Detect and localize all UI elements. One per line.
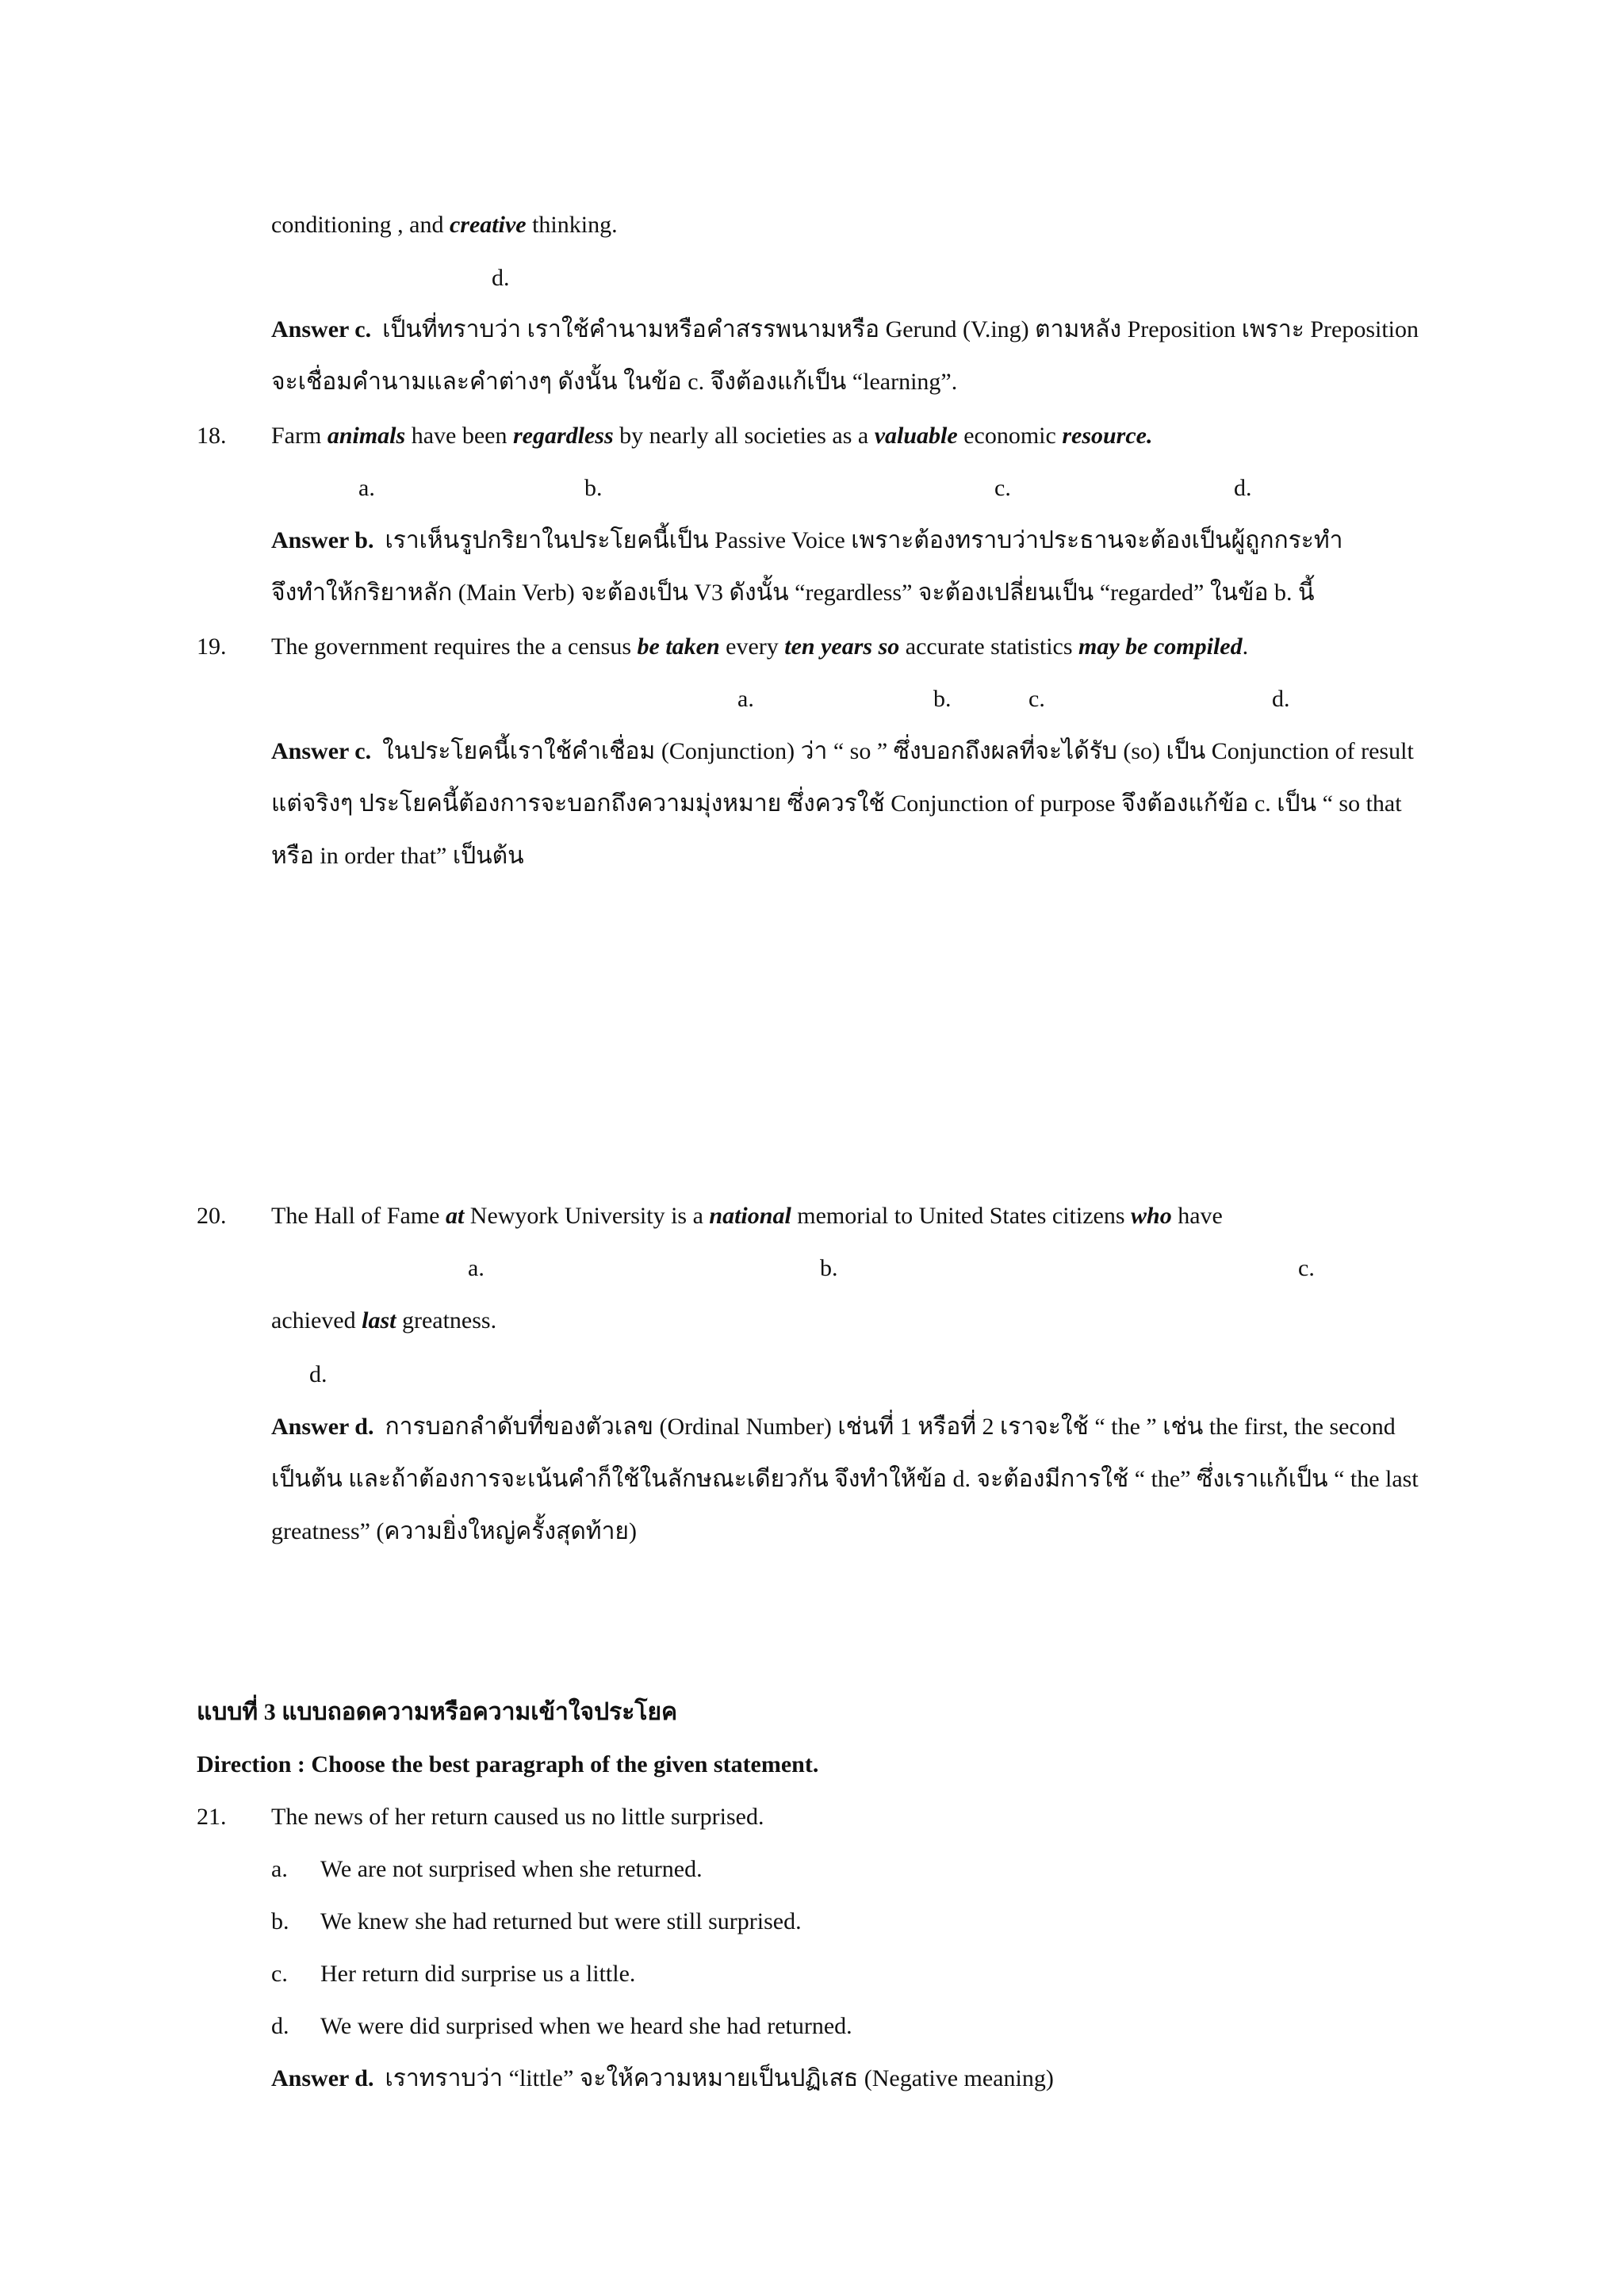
section3-direction [197, 1751, 818, 1779]
q20-mark-b: b. [820, 1255, 838, 1281]
q20-sentence [271, 1202, 1223, 1230]
q18-mark-b: b. [584, 475, 603, 501]
q20-answer-line2: เป็นต้น และถ้าต้องการจะเน้นคำก็ใช้ในลักษณะเดียวกัน จึงทำให้ข้อ d. จะต้องมีการใช้ “ the” ซึ่งเราแก้เป็น “ the last [271, 1466, 1419, 1492]
q19-emphasis-d: may be compiled [1078, 633, 1243, 660]
q18-sentence [271, 422, 1152, 450]
q20-text-4: have [1171, 1203, 1223, 1229]
q21-answer-label: Answer d. [271, 2065, 374, 2091]
q17-answer-line2: จะเชื่อมคำนามและคำต่างๆ ดังนั้น ในข้อ c. จึงต้องแก้เป็น “learning”. [271, 369, 958, 395]
q20-number: 20. [197, 1203, 227, 1229]
q20-answer-text1: การบอกลำดับที่ของตัวเลข (Ordinal Number) เช่นที่ 1 หรือที่ 2 เราจะใช้ “ the ” เช่น the first, the second [385, 1414, 1396, 1440]
q20-text-3: memorial to United States citizens [791, 1203, 1132, 1229]
q18-emphasis-b: regardless [512, 423, 614, 449]
q18-emphasis-c: valuable [874, 423, 958, 449]
q19-number: 19. [197, 633, 227, 660]
q18-answer-text1: เราเห็นรูปกริยาในประโยคนี้เป็น Passive Voice เพราะต้องทราบว่าประธานจะต้องเป็นผู้ถูกกระทำ [385, 527, 1343, 553]
q18-emphasis-d: resource. [1062, 423, 1153, 449]
q21-option-b-letter: b. [271, 1908, 289, 1934]
q21-question: The news of her return caused us no little surprised. [271, 1804, 764, 1830]
q17-answer-line1 [271, 316, 1419, 344]
q18-answer-line2: จึงทำให้กริยาหลัก (Main Verb) จะต้องเป็น V3 ดังนั้น “regardless” จะต้องเปลี่ยนเป็น “regarded” ในข้อ b. นี้ [271, 580, 1315, 606]
q20-emphasis-c: who [1131, 1203, 1172, 1229]
q21-number: 21. [197, 1804, 227, 1830]
q17-emphasis-creative: creative [449, 212, 527, 238]
q21-option-d-letter: d. [271, 2013, 289, 2039]
q19-emphasis-bc: ten years so [784, 633, 900, 660]
q18-mark-a: a. [358, 475, 375, 501]
q19-text-1: The government requires the a census [271, 633, 638, 660]
q18-text-3: by nearly all societies as a [613, 423, 875, 449]
q18-mark-d: d. [1234, 475, 1252, 501]
section3-direction-text: Direction : Choose the best paragraph of the given statement. [197, 1751, 819, 1777]
q18-text-4: economic [957, 423, 1063, 449]
q20-mark-a: a. [468, 1255, 485, 1281]
q19-mark-b: b. [933, 686, 952, 712]
section3-heading-text: แบบที่ 3 แบบถอดความหรือความเข้าใจประโยค [197, 1699, 678, 1725]
q20-emphasis-a: at [445, 1203, 465, 1229]
q18-mark-c: c. [994, 475, 1011, 501]
q19-answer-line1 [271, 737, 1414, 766]
q18-answer-line1 [271, 526, 1343, 555]
q20-sentence-continued [271, 1307, 496, 1335]
q21-option-a-text: We are not surprised when she returned. [320, 1856, 703, 1882]
q17-text-a: conditioning , and [271, 212, 450, 238]
q20-emphasis-b: national [709, 1203, 791, 1229]
q18-text-2: have been [405, 423, 513, 449]
q20-text-2: Newyork University is a [464, 1203, 710, 1229]
q19-text-4: . [1242, 633, 1249, 660]
q19-answer-label: Answer c. [271, 738, 372, 764]
q20-text-5: achieved [271, 1307, 362, 1334]
q21-answer-line1 [271, 2064, 1054, 2093]
q18-text-1: Farm [271, 423, 327, 449]
q18-answer-label: Answer b. [271, 527, 374, 553]
q19-mark-d: d. [1272, 686, 1290, 712]
q17-sentence-continued [271, 211, 618, 239]
q21-answer-text1: เราทราบว่า “little” จะให้ความหมายเป็นปฏิเสธ (Negative meaning) [385, 2065, 1054, 2091]
q20-answer-line1 [271, 1413, 1396, 1441]
q19-sentence [271, 633, 1248, 661]
q20-mark-d: d. [309, 1361, 327, 1387]
q17-mark-d: d. [492, 265, 510, 291]
q21-option-c-letter: c. [271, 1961, 288, 1987]
q17-answer-label: Answer c. [271, 316, 372, 342]
q18-number: 18. [197, 423, 227, 449]
q19-mark-c: c. [1028, 686, 1045, 712]
q17-text-b: thinking. [526, 212, 618, 238]
q20-mark-c: c. [1298, 1255, 1315, 1281]
q19-emphasis-a: be taken [637, 633, 720, 660]
q19-text-2: every [719, 633, 785, 660]
q20-emphasis-d: last [362, 1307, 396, 1334]
q20-text-6: greatness. [396, 1307, 497, 1334]
q21-option-c-text: Her return did surprise us a little. [320, 1961, 636, 1987]
q17-answer-text1: เป็นที่ทราบว่า เราใช้คำนามหรือคำสรรพนามหรือ Gerund (V.ing) ตามหลัง Preposition เพราะ Preposition [382, 316, 1419, 342]
q20-text-1: The Hall of Fame [271, 1203, 446, 1229]
q20-answer-label: Answer d. [271, 1414, 374, 1440]
section3-heading [197, 1698, 677, 1727]
q19-mark-a: a. [737, 686, 754, 712]
q19-answer-line2: แต่จริงๆ ประโยคนี้ต้องการจะบอกถึงความมุ่งหมาย ซึ่งควรใช้ Conjunction of purpose จึงต้องแก้ข้อ c. เป็น “ so that [271, 790, 1402, 817]
q19-answer-line3: หรือ in order that” เป็นต้น [271, 843, 524, 869]
q21-option-a-letter: a. [271, 1856, 288, 1882]
q19-text-3: accurate statistics [899, 633, 1079, 660]
q21-option-d-text: We were did surprised when we heard she had returned. [320, 2013, 852, 2039]
q21-option-b-text: We knew she had returned but were still surprised. [320, 1908, 802, 1934]
q19-answer-text1: ในประโยคนี้เราใช้คำเชื่อม (Conjunction) ว่า “ so ” ซึ่งบอกถึงผลที่จะได้รับ (so) เป็น Conjunction of result [382, 738, 1414, 764]
q20-answer-line3: greatness” (ความยิ่งใหญ่ครั้งสุดท้าย) [271, 1518, 637, 1544]
q18-emphasis-a: animals [327, 423, 406, 449]
